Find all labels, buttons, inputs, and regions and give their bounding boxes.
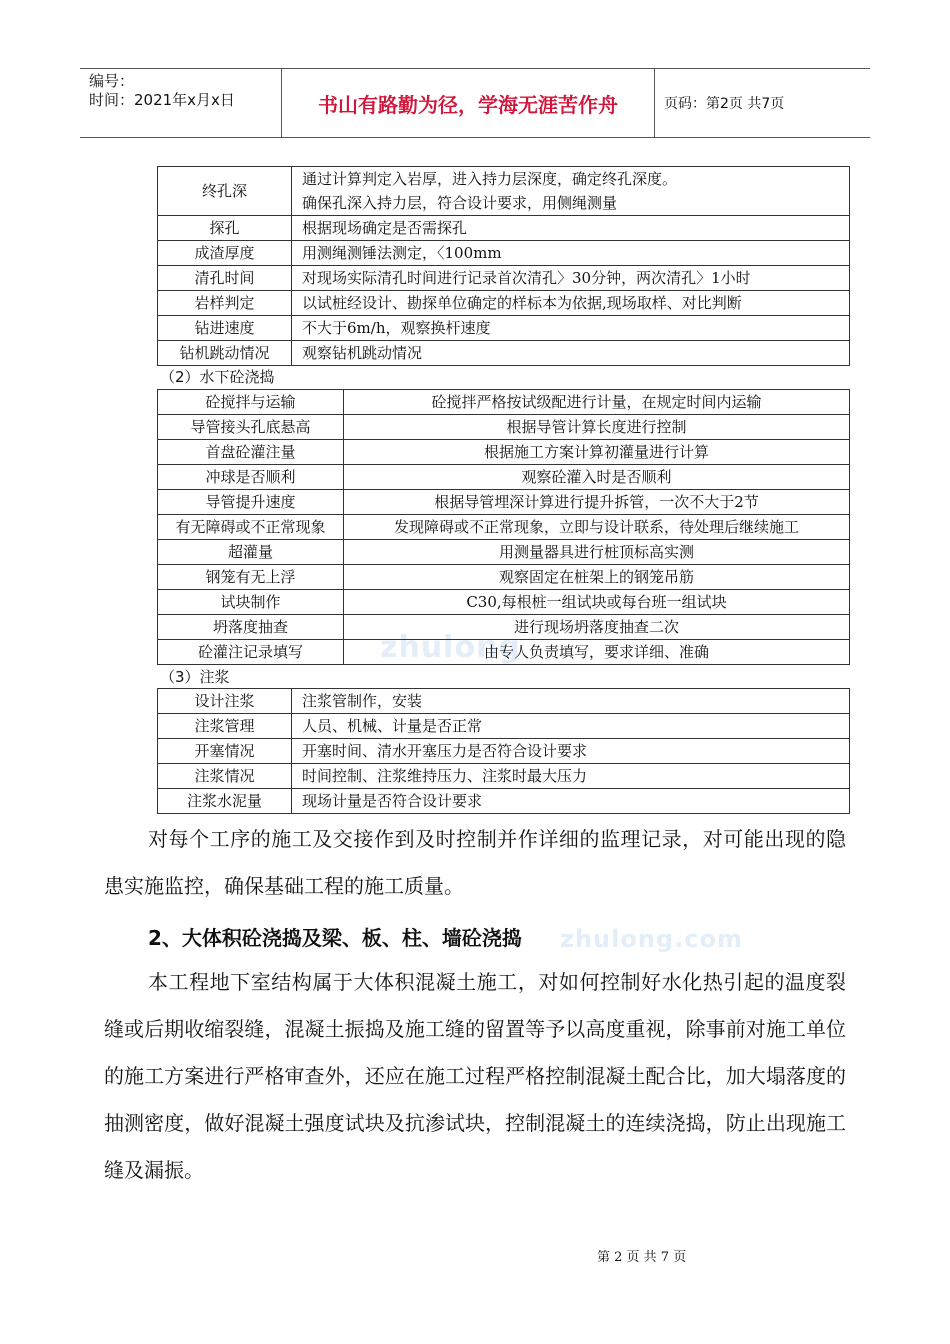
row-value: 观察钻机跳动情况 [292, 341, 850, 366]
header-motto: 书山有路勤为径，学海无涯苦作舟 [281, 69, 655, 137]
table-row [158, 465, 850, 490]
section-heading: 2、大体积砼浇捣及梁、板、柱、墙砼浇捣 [148, 926, 522, 950]
row-value: 开塞时间、清水开塞压力是否符合设计要求 [292, 739, 850, 764]
row-label: 岩样判定 [158, 291, 292, 316]
row-value: C30,每根桩一组试块或每台班一组试块 [344, 590, 850, 615]
row-label: 试块制作 [158, 590, 344, 615]
table-row [158, 540, 850, 565]
row-value: 现场计量是否符合设计要求 [292, 789, 850, 814]
section-caption: （2）水下砼浇捣 [160, 368, 275, 386]
paragraph: 本工程地下室结构属于大体积混凝土施工，对如何控制好水化热引起的温度裂缝或后期收缩裂缝，混凝土振捣及施工缝的留置等予以高度重视，除事前对施工单位的施工方案进行严格审查外，还应在施工过程严格控制混凝土配合比，加大塌落度的抽测密度，做好混凝土强度试块及抗渗试块，控制混凝土的连续浇捣，防止出现施工缝及漏振。 [104, 970, 846, 1182]
row-value: 根据施工方案计算初灌量进行计算 [344, 440, 850, 465]
table-row [158, 167, 850, 216]
header-meta [80, 69, 281, 137]
table-row [158, 341, 850, 366]
row-value: 由专人负责填写，要求详细、准确 [344, 640, 850, 665]
row-label: 设计注浆 [158, 689, 292, 714]
row-value: 观察砼灌入时是否顺利 [344, 465, 850, 490]
row-value: 人员、机械、计量是否正常 [292, 714, 850, 739]
row-value: 观察固定在桩架上的钢笼吊筋 [344, 565, 850, 590]
table-row [158, 415, 850, 440]
row-value: 用测绳测锤法测定，〈100mm [292, 241, 850, 266]
row-label: 钻进速度 [158, 316, 292, 341]
row-label: 导管接头孔底悬高 [158, 415, 344, 440]
table-row [158, 316, 850, 341]
row-label: 终孔深 [158, 167, 292, 216]
row-label: 钻机跳动情况 [158, 341, 292, 366]
date-label: 时间：2021年x月x日 [89, 91, 235, 109]
row-value-line: 通过计算判定入岩厚，进入持力层深度，确定终孔深度。 [302, 170, 678, 188]
table-row [158, 390, 850, 415]
row-label: 首盘砼灌注量 [158, 440, 344, 465]
table-row [158, 565, 850, 590]
row-label: 成渣厚度 [158, 241, 292, 266]
row-label: 坍落度抽查 [158, 615, 344, 640]
drilling-control-table [157, 166, 850, 366]
row-label: 注浆水泥量 [158, 789, 292, 814]
table-row [158, 714, 850, 739]
table-row [158, 764, 850, 789]
watermark: zhulong [380, 630, 521, 665]
header-page-label: 页码：第2页 共7页 [664, 96, 785, 112]
row-value [292, 167, 850, 216]
table-row [158, 490, 850, 515]
row-value: 根据导管埋深计算进行提升拆管，一次不大于2节 [344, 490, 850, 515]
row-label: 钢笼有无上浮 [158, 565, 344, 590]
number-label: 编号： [89, 72, 135, 90]
row-value: 发现障碍或不正常现象，立即与设计联系，待处理后继续施工 [344, 515, 850, 540]
row-value: 根据现场确定是否需探孔 [292, 216, 850, 241]
row-value: 对现场实际清孔时间进行记录首次清孔〉30分钟，两次清孔〉1小时 [292, 266, 850, 291]
row-label: 有无障碍或不正常现象 [158, 515, 344, 540]
table-row [158, 590, 850, 615]
row-label: 注浆情况 [158, 764, 292, 789]
row-label: 清孔时间 [158, 266, 292, 291]
row-label: 超灌量 [158, 540, 344, 565]
section-caption: （3）注浆 [160, 668, 230, 686]
table-row [158, 640, 850, 665]
paragraph: 对每个工序的施工及交接作到及时控制并作详细的监理记录，对可能出现的隐患实施监控，确保基础工程的施工质量。 [104, 827, 846, 898]
table-row [158, 266, 850, 291]
row-value: 用测量器具进行桩顶标高实测 [344, 540, 850, 565]
row-value: 不大于6m/h，观察换杆速度 [292, 316, 850, 341]
underwater-concrete-table [157, 389, 850, 665]
row-label: 注浆管理 [158, 714, 292, 739]
page-footer: 第 2 页 共 7 页 [597, 1250, 687, 1265]
table-row [158, 241, 850, 266]
row-label: 砼灌注记录填写 [158, 640, 344, 665]
row-label: 导管提升速度 [158, 490, 344, 515]
table-row [158, 689, 850, 714]
row-value: 注浆管制作，安装 [292, 689, 850, 714]
table-row [158, 291, 850, 316]
row-value: 砼搅拌严格按试级配进行计量，在规定时间内运输 [344, 390, 850, 415]
table-row [158, 515, 850, 540]
page-header [80, 68, 870, 138]
row-value: 根据导管计算长度进行控制 [344, 415, 850, 440]
row-value-line: 确保孔深入持力层，符合设计要求，用侧绳测量 [302, 194, 618, 212]
row-label: 冲球是否顺利 [158, 465, 344, 490]
row-label: 开塞情况 [158, 739, 292, 764]
table-row [158, 615, 850, 640]
watermark: zhulong.com [560, 925, 743, 953]
row-label: 砼搅拌与运输 [158, 390, 344, 415]
row-value: 进行现场坍落度抽查二次 [344, 615, 850, 640]
row-value: 时间控制、注浆维持压力、注浆时最大压力 [292, 764, 850, 789]
row-label: 探孔 [158, 216, 292, 241]
table-row [158, 789, 850, 814]
table-row [158, 739, 850, 764]
row-value: 以试桩经设计、勘探单位确定的样标本为依据,现场取样、对比判断 [292, 291, 850, 316]
table-row [158, 440, 850, 465]
grouting-table [157, 688, 850, 814]
table-row [158, 216, 850, 241]
